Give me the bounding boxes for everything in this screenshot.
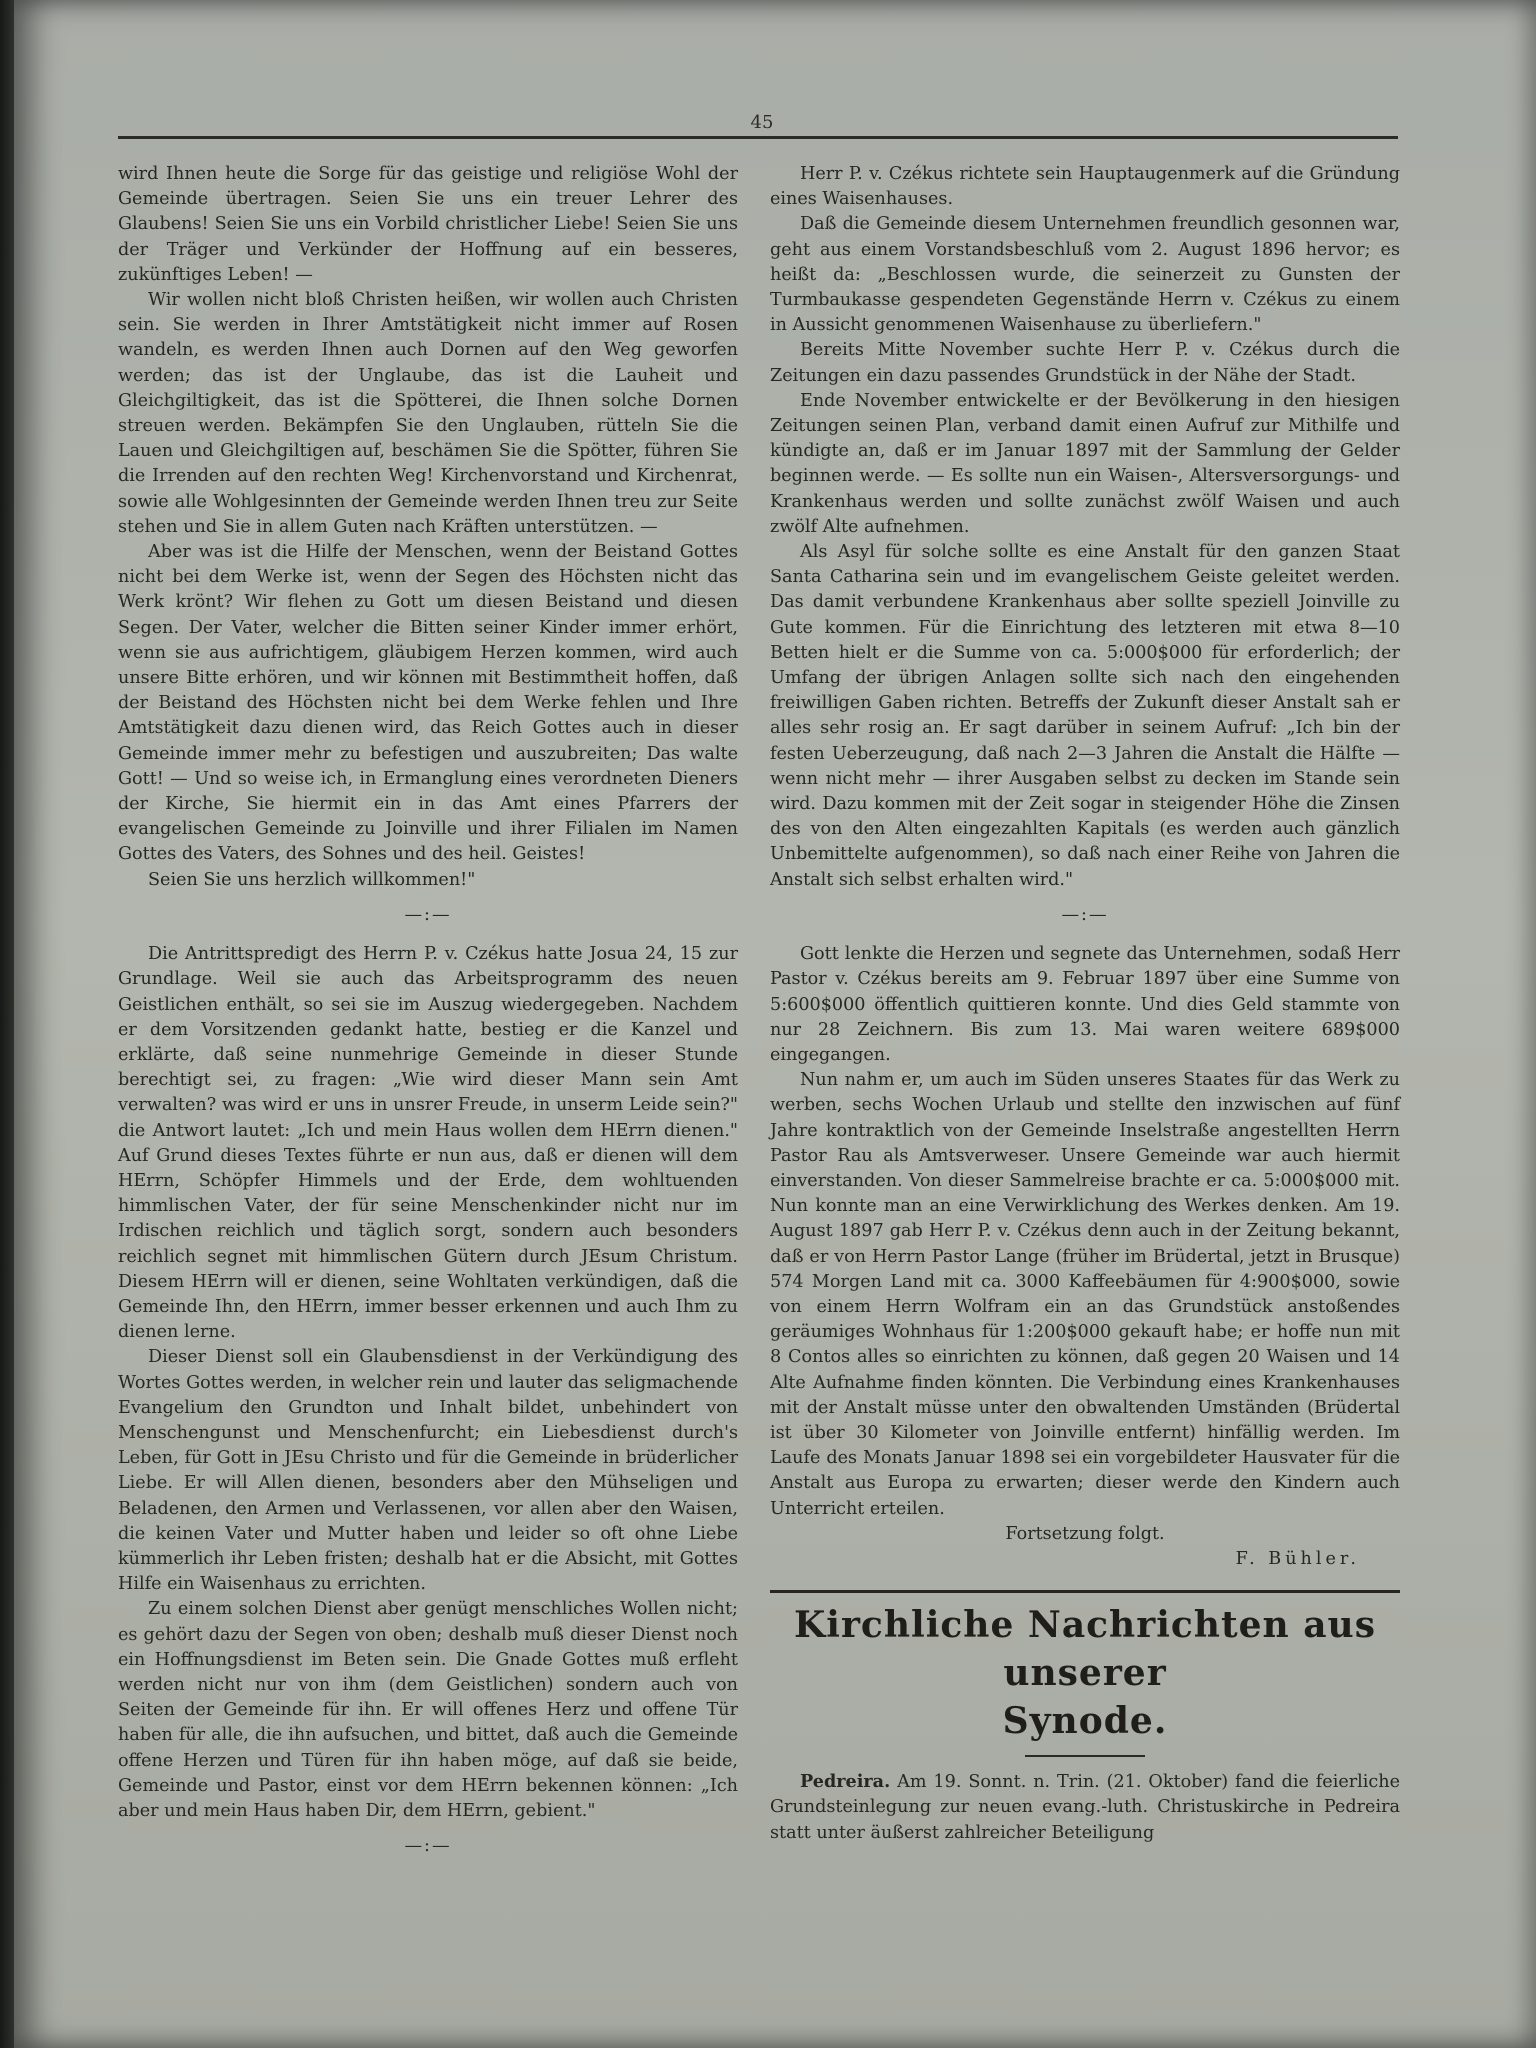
page-number: 45: [750, 112, 774, 133]
section-divider: —:—: [404, 1836, 452, 1857]
paragraph: Die Antrittspredigt des Herrn P. v. Czékus hatte Josua 24, 15 zur Grundlage. Weil sie auch das Arbeitsprogramm des neuen Geistlichen enthält, so sei sie im Auszug wiedergegeben. Nachdem er dem Vorsitzenden gedankt hatte, bestieg er die Kanzel und erklärte, daß seine nunmehrige Gemeinde in dieser Stunde berechtigt sei, zu fragen: „Wie wird dieser Mann sein Amt verwalten? was wird er uns in unsrer Freude, in unserm Leide sein?" die Antwort lautet: „Ich und mein Haus wollen dem HErrn dienen." Auf Grund dieses Textes führte er nun aus, daß er dienen will dem HErrn, Schöpfer Himmels und der Erde, dem wohltuenden himmlischen Vater, der für seine Menschenkinder nicht nur im Irdischen reichlich und täglich sorgt, sondern auch besonders reichlich segnet mit himmlischen Gütern durch JEsum Christum. Diesem HErrn will er dienen, seine Wohltaten verkündigen, daß die Gemeinde Ihn, den HErrn, immer besser erkennen und auch Ihm zu dienen lerne.: [118, 944, 738, 1343]
header-rule: [118, 136, 1398, 139]
section-divider: —:—: [1061, 904, 1109, 925]
paragraph: Gott lenkte die Herzen und segnete das Unternehmen, sodaß Herr Pastor v. Czékus bereits am 9. Februar 1897 über eine Summe von 5:600$000 öffentlich quittieren konnte. Und dies Geld stammte von nur 28 Zeichnern. Bis zum 13. Mai waren weitere 689$000 eingegangen.: [770, 944, 1400, 1065]
section-title-line: Kirchliche Nachrichten aus unserer: [794, 1604, 1376, 1695]
section-title-line: Synode.: [1002, 1700, 1168, 1743]
paragraph: Daß die Gemeinde diesem Unternehmen freundlich gesonnen war, geht aus einem Vorstandsbeschluß vom 2. August 1896 hervor; es heißt da: „Beschlossen wurde, die seinerzeit zu Gunsten der Turmbaukasse gespendeten Gegenstände Herrn v. Czékus zu einem in Aussicht genommenen Waisenhause zu überliefern.": [770, 214, 1400, 336]
right-column: [770, 162, 1400, 1846]
document-page: [14, 0, 1536, 2048]
left-column: [118, 162, 738, 1873]
section-title: [770, 1601, 1400, 1745]
paragraph: Bereits Mitte November suchte Herr P. v. Czékus durch die Zeitungen ein dazu passendes Grundstück in der Nähe der Stadt.: [770, 340, 1400, 386]
section-rule: [770, 1590, 1400, 1593]
author-signature: F. Bühler.: [1235, 1548, 1360, 1569]
news-item: [770, 1769, 1400, 1846]
paragraph: Als Asyl für solche sollte es eine Anstalt für den ganzen Staat Santa Catharina sein und im evangelischem Geiste geleitet werden. Das damit verbundene Krankenhaus aber sollte speziell Joinville zu Gute kommen. Für die Einrichtung des letzteren mit etwa 8—10 Betten hielt er die Summe von ca. 5:000$000 für erforderlich; der Umfang der übrigen Anlagen sollte sich nach den eingehenden freiwilligen Gaben richten. Betreffs der Zukunft dieser Anstalt sah er alles sehr rosig an. Er sagt darüber in seinem Aufruf: „Ich bin der festen Ueberzeugung, daß nach 2—3 Jahren die Anstalt die Hälfte — wenn nicht mehr — ihrer Ausgaben selbst zu decken im Stande sein wird. Dazu kommen mit der Zeit sogar in steigender Höhe die Zinsen des von den Alten eingezahlten Kapitals (es werden auch gänzlich Unbemittelte aufgenommen), so daß nach einer Reihe von Jahren die Anstalt sich selbst erhalten wird.": [770, 542, 1400, 890]
news-text: Am 19. Sonnt. n. Trin. (21. Oktober) fand die feierliche Grundsteinlegung zur neuen evang.-luth. Christuskirche in Pedreira statt unter äußerst zahlreicher Beteiligung: [770, 1772, 1400, 1843]
title-underline: [1025, 1755, 1145, 1757]
paragraph: Wir wollen nicht bloß Christen heißen, wir wollen auch Christen sein. Sie werden in Ihrer Amtstätigkeit nicht immer auf Rosen wandeln, es werden Ihnen auch Dornen auf den Weg geworfen werden; das ist der Unglaube, das ist die Lauheit und Gleichgiltigkeit, das ist die Spötterei, die Ihnen solche Dornen streuen werden. Bekämpfen Sie den Unglauben, rütteln Sie die Lauen und Gleichgiltigen auf, beschämen Sie die Spötter, führen Sie die Irrenden auf den rechten Weg! Kirchenvorstand und Kirchenrat, sowie alle Wohlgesinnten der Gemeinde werden Ihnen treu zur Seite stehen und Sie in allem Guten nach Kräften unterstützen. —: [118, 290, 738, 537]
paragraph: Nun nahm er, um auch im Süden unseres Staates für das Werk zu werben, sechs Wochen Urlaub und stellte den inzwischen auf fünf Jahre kontraktlich von der Gemeinde Inselstraße angestellten Herrn Pastor Rau als Amtsverweser. Unsere Gemeinde war auch hiermit einverstanden. Von dieser Sammelreise brachte er ca. 5:000$000 mit. Nun konnte man an eine Verwirklichung des Werkes denken. Am 19. August 1897 gab Herr P. v. Czékus denn auch in der Zeitung bekannt, daß er von Herrn Pastor Lange (früher im Brüdertal, jetzt in Brusque) 574 Morgen Land mit ca. 3000 Kaffeebäumen für 4:900$000, sowie von einem Herrn Wolfram ein an das Grundstück anstoßendes geräumiges Wohnhaus für 1:200$000 gekauft habe; er hoffe nun mit 8 Contos alles so einrichten zu können, daß gegen 20 Waisen und 14 Alte Aufnahme finden könnten. Die Verbindung eines Krankenhauses mit der Anstalt müsse unter den obwaltenden Umständen (Brüdertal ist über 30 Kilometer von Joinville entfernt) hinfällig werden. Im Laufe des Monats Januar 1898 sei ein vorgebildeter Hausvater für die Anstalt aus Europa zu erwarten; dieser werde den Kindern auch Unterricht erteilen.: [770, 1070, 1400, 1519]
paragraph: wird Ihnen heute die Sorge für das geistige und religiöse Wohl der Gemeinde übertragen. Seien Sie uns ein treuer Lehrer des Glaubens! Seien Sie uns ein Vorbild christlicher Liebe! Seien Sie uns der Träger und Verkünder der Hoffnung auf ein besseres, zukünftiges Leben! —: [118, 164, 738, 285]
paragraph: Zu einem solchen Dienst aber genügt menschliches Wollen nicht; es gehört dazu der Segen von oben; deshalb muß dieser Dienst noch ein Hoffnungsdienst im Beten sein. Die Gnade Gottes muß erfleht werden nicht nur von ihm (dem Geistlichen) sondern auch von Seiten der Gemeinde für ihn. Er will offenes Herz und offene Tür haben für alle, die ihn aufsuchen, und bittet, daß auch die Gemeinde offene Herzen und Türen für ihn haben möge, auf daß sie beide, Gemeinde und Pastor, einst vor dem HErrn bekennen können: „Ich aber und mein Haus haben Dir, dem HErrn, gebient.": [118, 1599, 738, 1821]
paragraph: Seien Sie uns herzlich willkommen!": [148, 869, 476, 890]
paragraph: Herr P. v. Czékus richtete sein Hauptaugenmerk auf die Gründung eines Waisenhauses.: [770, 164, 1400, 210]
news-place: Pedreira.: [800, 1771, 891, 1793]
paragraph: Ende November entwickelte er der Bevölkerung in den hiesigen Zeitungen seinen Plan, verband damit einen Aufruf zur Mithilfe und kündigte an, daß er im Januar 1897 mit der Sammlung der Gelder beginnen werde. — Es sollte nun ein Waisen-, Altersversorgungs- und Krankenhaus werden und sollte zunächst zwölf Waisen und auch zwölf Alte aufnehmen.: [770, 390, 1400, 537]
section-divider: —:—: [404, 904, 452, 925]
paragraph: Aber was ist die Hilfe der Menschen, wenn der Beistand Gottes nicht bei dem Werke ist, wenn der Segen des Höchsten nicht das Werk krönt? Wir flehen zu Gott um diesen Beistand und diesen Segen. Der Vater, welcher die Bitten seiner Kinder immer erhört, wenn sie aus aufrichtigem, gläubigem Herzen kommen, wird auch unsere Bitte erhören, und wir können mit Bestimmtheit hoffen, daß der Beistand des Höchsten nicht bei dem Werke fehlen und Ihre Amtstätigkeit dazu dienen wird, das Reich Gottes auch in dieser Gemeinde immer mehr zu befestigen und auszubreiten; Das walte Gott! — Und so weise ich, in Ermanglung eines verordneten Dieners der Kirche, Sie hiermit ein in das Amt eines Pfarrers der evangelischen Gemeinde zu Joinville und ihrer Filialen im Namen Gottes des Vaters, des Sohnes und des heil. Geistes!: [118, 542, 738, 865]
continuation-note: Fortsetzung folgt.: [1005, 1523, 1165, 1544]
paragraph: Dieser Dienst soll ein Glaubensdienst in der Verkündigung des Wortes Gottes werden, in welcher rein und lauter das seligmachende Evangelium den Grundton und Inhalt bildet, unbehindert von Menschengunst und Menschenfurcht; ein Liebesdienst durch's Leben, für Gott in JEsu Christo und für die Gemeinde in brüderlicher Liebe. Er will Allen dienen, besonders aber den Mühseligen und Beladenen, den Armen und Verlassenen, vor allen aber den Waisen, die keinen Vater und Mutter haben und leider so oft ohne Liebe kümmerlich ihr Leben fristen; deshalb hat er die Absicht, mit Gottes Hilfe ein Waisenhaus zu errichten.: [118, 1347, 738, 1595]
